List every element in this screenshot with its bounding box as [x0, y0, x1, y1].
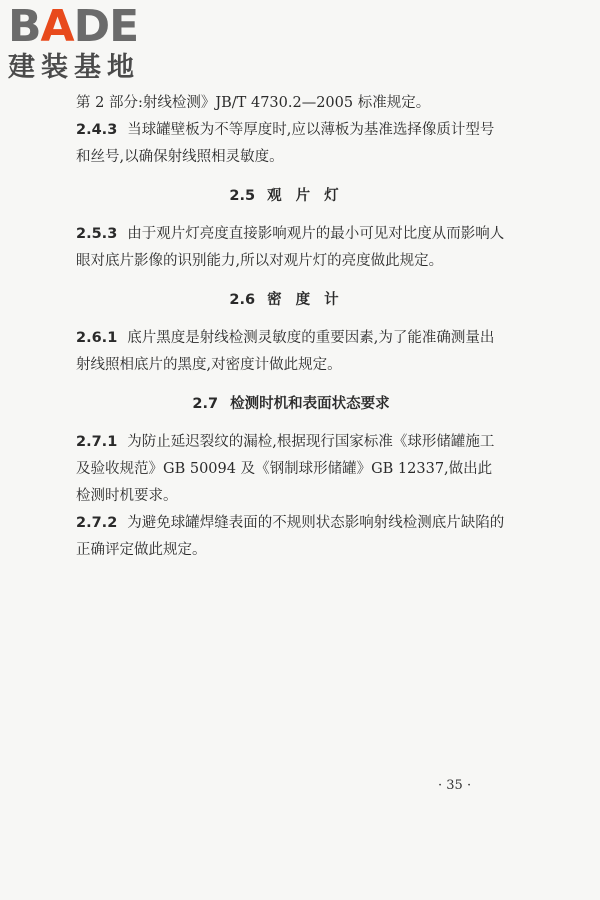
section-heading-2-5: [76, 183, 506, 210]
page-number: · 35 ·: [438, 778, 472, 793]
document-body: [76, 90, 506, 564]
section-heading-2-7: [76, 391, 506, 418]
paragraph-2-5-3: [76, 221, 506, 275]
section-heading-2-6: [76, 287, 506, 314]
section-title: 观片灯: [267, 188, 353, 204]
section-number: 2.5: [229, 188, 256, 204]
logo-subtitle: 建装基地: [8, 52, 140, 83]
section-number: 2.6: [229, 292, 256, 308]
paragraph-2-7-1: [76, 429, 506, 510]
paragraph-2-4-3: [76, 117, 506, 171]
clause-number: 2.7.1: [76, 434, 118, 450]
clause-text: 当球罐壁板为不等厚度时,应以薄板为基准选择像质计型号和丝号,以确保射线照相灵敏度。: [76, 122, 495, 165]
clause-text: 为避免球罐焊缝表面的不规则状态影响射线检测底片缺陷的正确评定做此规定。: [76, 515, 505, 558]
clause-number: 2.6.1: [76, 330, 118, 346]
clause-text: 为防止延迟裂纹的漏检,根据现行国家标准《球形储罐施工及验收规范》GB 50094 及《钢制球形储罐》GB 12337,做出此检测时机要求。: [76, 434, 495, 504]
bade-logo: [8, 1, 176, 94]
line-top: 第 2 部分:射线检测》JB/T 4730.2—2005 标准规定。: [76, 95, 431, 111]
logo-wordmark: BADE: [8, 1, 139, 52]
clause-number: 2.4.3: [76, 122, 118, 138]
clause-text: 由于观片灯亮度直接影响观片的最小可见对比度从而影响人眼对底片影像的识别能力,所以对观片灯的亮度做此规定。: [76, 226, 505, 269]
section-title: 密度计: [267, 292, 353, 308]
clause-number: 2.5.3: [76, 226, 118, 242]
paragraph-2-6-1: [76, 325, 506, 379]
paragraph-2-7-2: [76, 510, 506, 564]
clause-number: 2.7.2: [76, 515, 118, 531]
section-title: 检测时机和表面状态要求: [230, 396, 390, 412]
clause-text: 底片黑度是射线检测灵敏度的重要因素,为了能准确测量出射线照相底片的黑度,对密度计做此规定。: [76, 330, 495, 373]
section-number: 2.7: [192, 396, 219, 412]
